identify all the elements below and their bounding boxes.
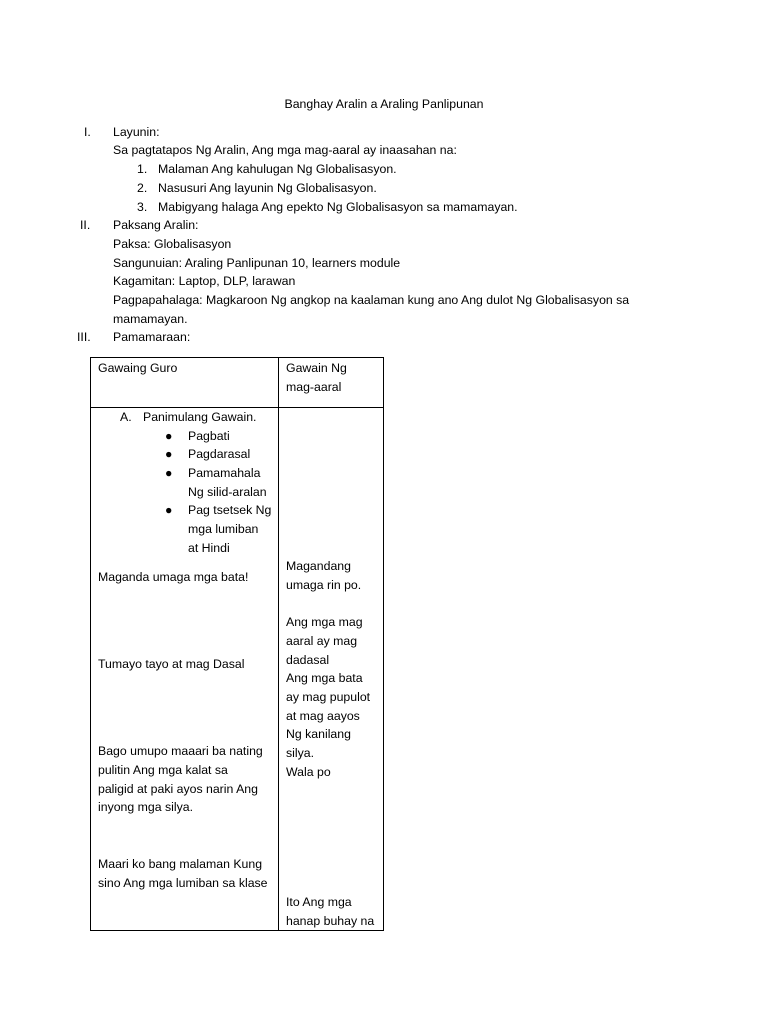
guro-cell	[91, 408, 279, 931]
column-header-guro: Gawaing Guro	[98, 361, 178, 375]
student-line: Ang mga mag	[286, 615, 363, 629]
bullet-icon: ●	[165, 503, 173, 517]
column-header-mag-aaral-line2: mag-aaral	[286, 380, 342, 394]
section-numeral-1: I.	[84, 125, 91, 139]
student-line: silya.	[286, 746, 315, 760]
section-numeral-3: III.	[77, 330, 91, 344]
student-line: Ito Ang mga	[286, 895, 352, 909]
column-header-mag-aaral-line1: Gawain Ng	[286, 361, 347, 375]
values-line: Pagpapahalaga: Magkaroon Ng angkop na kaalaman kung ano Ang dulot Ng Globalisasyon sa	[113, 293, 630, 307]
student-line: aaral ay mag	[286, 634, 358, 648]
mag-aaral-cell	[279, 408, 384, 931]
teacher-line: Maari ko bang malaman Kung	[98, 857, 263, 871]
bullet-icon: ●	[165, 429, 173, 443]
teacher-line: sino Ang mga lumiban sa klase	[98, 876, 268, 890]
teacher-line: pulitin Ang mga kalat sa	[98, 763, 228, 777]
student-line: Magandang	[286, 559, 351, 573]
student-line: umaga rin po.	[286, 578, 362, 592]
section-heading-3: Pamamaraan:	[113, 330, 191, 344]
values-line-cont: mamamayan.	[113, 312, 188, 326]
bullet-icon: ●	[165, 447, 173, 461]
objective-number: 1.	[137, 162, 148, 176]
bullet-text: Pagbati	[188, 429, 230, 443]
teacher-line: Tumayo tayo at mag Dasal	[98, 657, 245, 671]
objective-number: 2.	[137, 181, 148, 195]
student-line: Ng kanilang	[286, 727, 351, 741]
student-line: ay mag pupulot	[286, 690, 371, 704]
step-letter: A.	[120, 410, 132, 424]
section-heading-1: Layunin:	[113, 125, 160, 139]
teacher-line: inyong mga silya.	[98, 800, 194, 814]
topic-line: Paksa: Globalisasyon	[113, 237, 232, 251]
bullet-text: Pamamahala	[188, 466, 261, 480]
section-heading-2: Paksang Aralin:	[113, 218, 199, 232]
table-header-row	[91, 358, 384, 408]
procedure-table	[90, 357, 384, 931]
objectives-intro: Sa pagtatapos Ng Aralin, Ang mga mag-aaral ay inaasahan na:	[113, 143, 457, 157]
bullet-text-cont: Ng silid-aralan	[188, 485, 267, 499]
objective-number: 3.	[137, 200, 148, 214]
document-title: Banghay Aralin a Araling Panlipunan	[284, 97, 484, 111]
section-numeral-2: II.	[80, 218, 91, 232]
header-cell-guro	[91, 358, 279, 408]
materials-line: Kagamitan: Laptop, DLP, larawan	[113, 274, 296, 288]
objective-text: Nasusuri Ang layunin Ng Globalisasyon.	[158, 181, 377, 195]
bullet-text: Pagdarasal	[188, 447, 251, 461]
teacher-line: paligid at paki ayos narin Ang	[98, 782, 258, 796]
student-line: dadasal	[286, 653, 330, 667]
objective-text: Malaman Ang kahulugan Ng Globalisasyon.	[158, 162, 397, 176]
reference-line: Sangunuian: Araling Panlipunan 10, learners module	[113, 256, 401, 270]
bullet-text: Pag tsetsek Ng	[188, 503, 272, 517]
bullet-text-cont: at Hindi	[188, 541, 230, 555]
student-line: Ang mga bata	[286, 671, 363, 685]
student-line: at mag aayos	[286, 709, 360, 723]
step-title: Panimulang Gawain.	[143, 410, 257, 424]
bullet-icon: ●	[165, 466, 173, 480]
table-row	[91, 408, 384, 931]
objective-text: Mabigyang halaga Ang epekto Ng Globalisasyon sa mamamayan.	[158, 200, 518, 214]
header-cell-mag-aaral	[279, 358, 384, 408]
teacher-line: Bago umupo maaari ba nating	[98, 744, 263, 758]
student-line: Wala po	[286, 765, 331, 779]
teacher-line: Maganda umaga mga bata!	[98, 570, 249, 584]
student-line: hanap buhay na	[286, 914, 375, 928]
bullet-text-cont: mga lumiban	[188, 522, 259, 536]
